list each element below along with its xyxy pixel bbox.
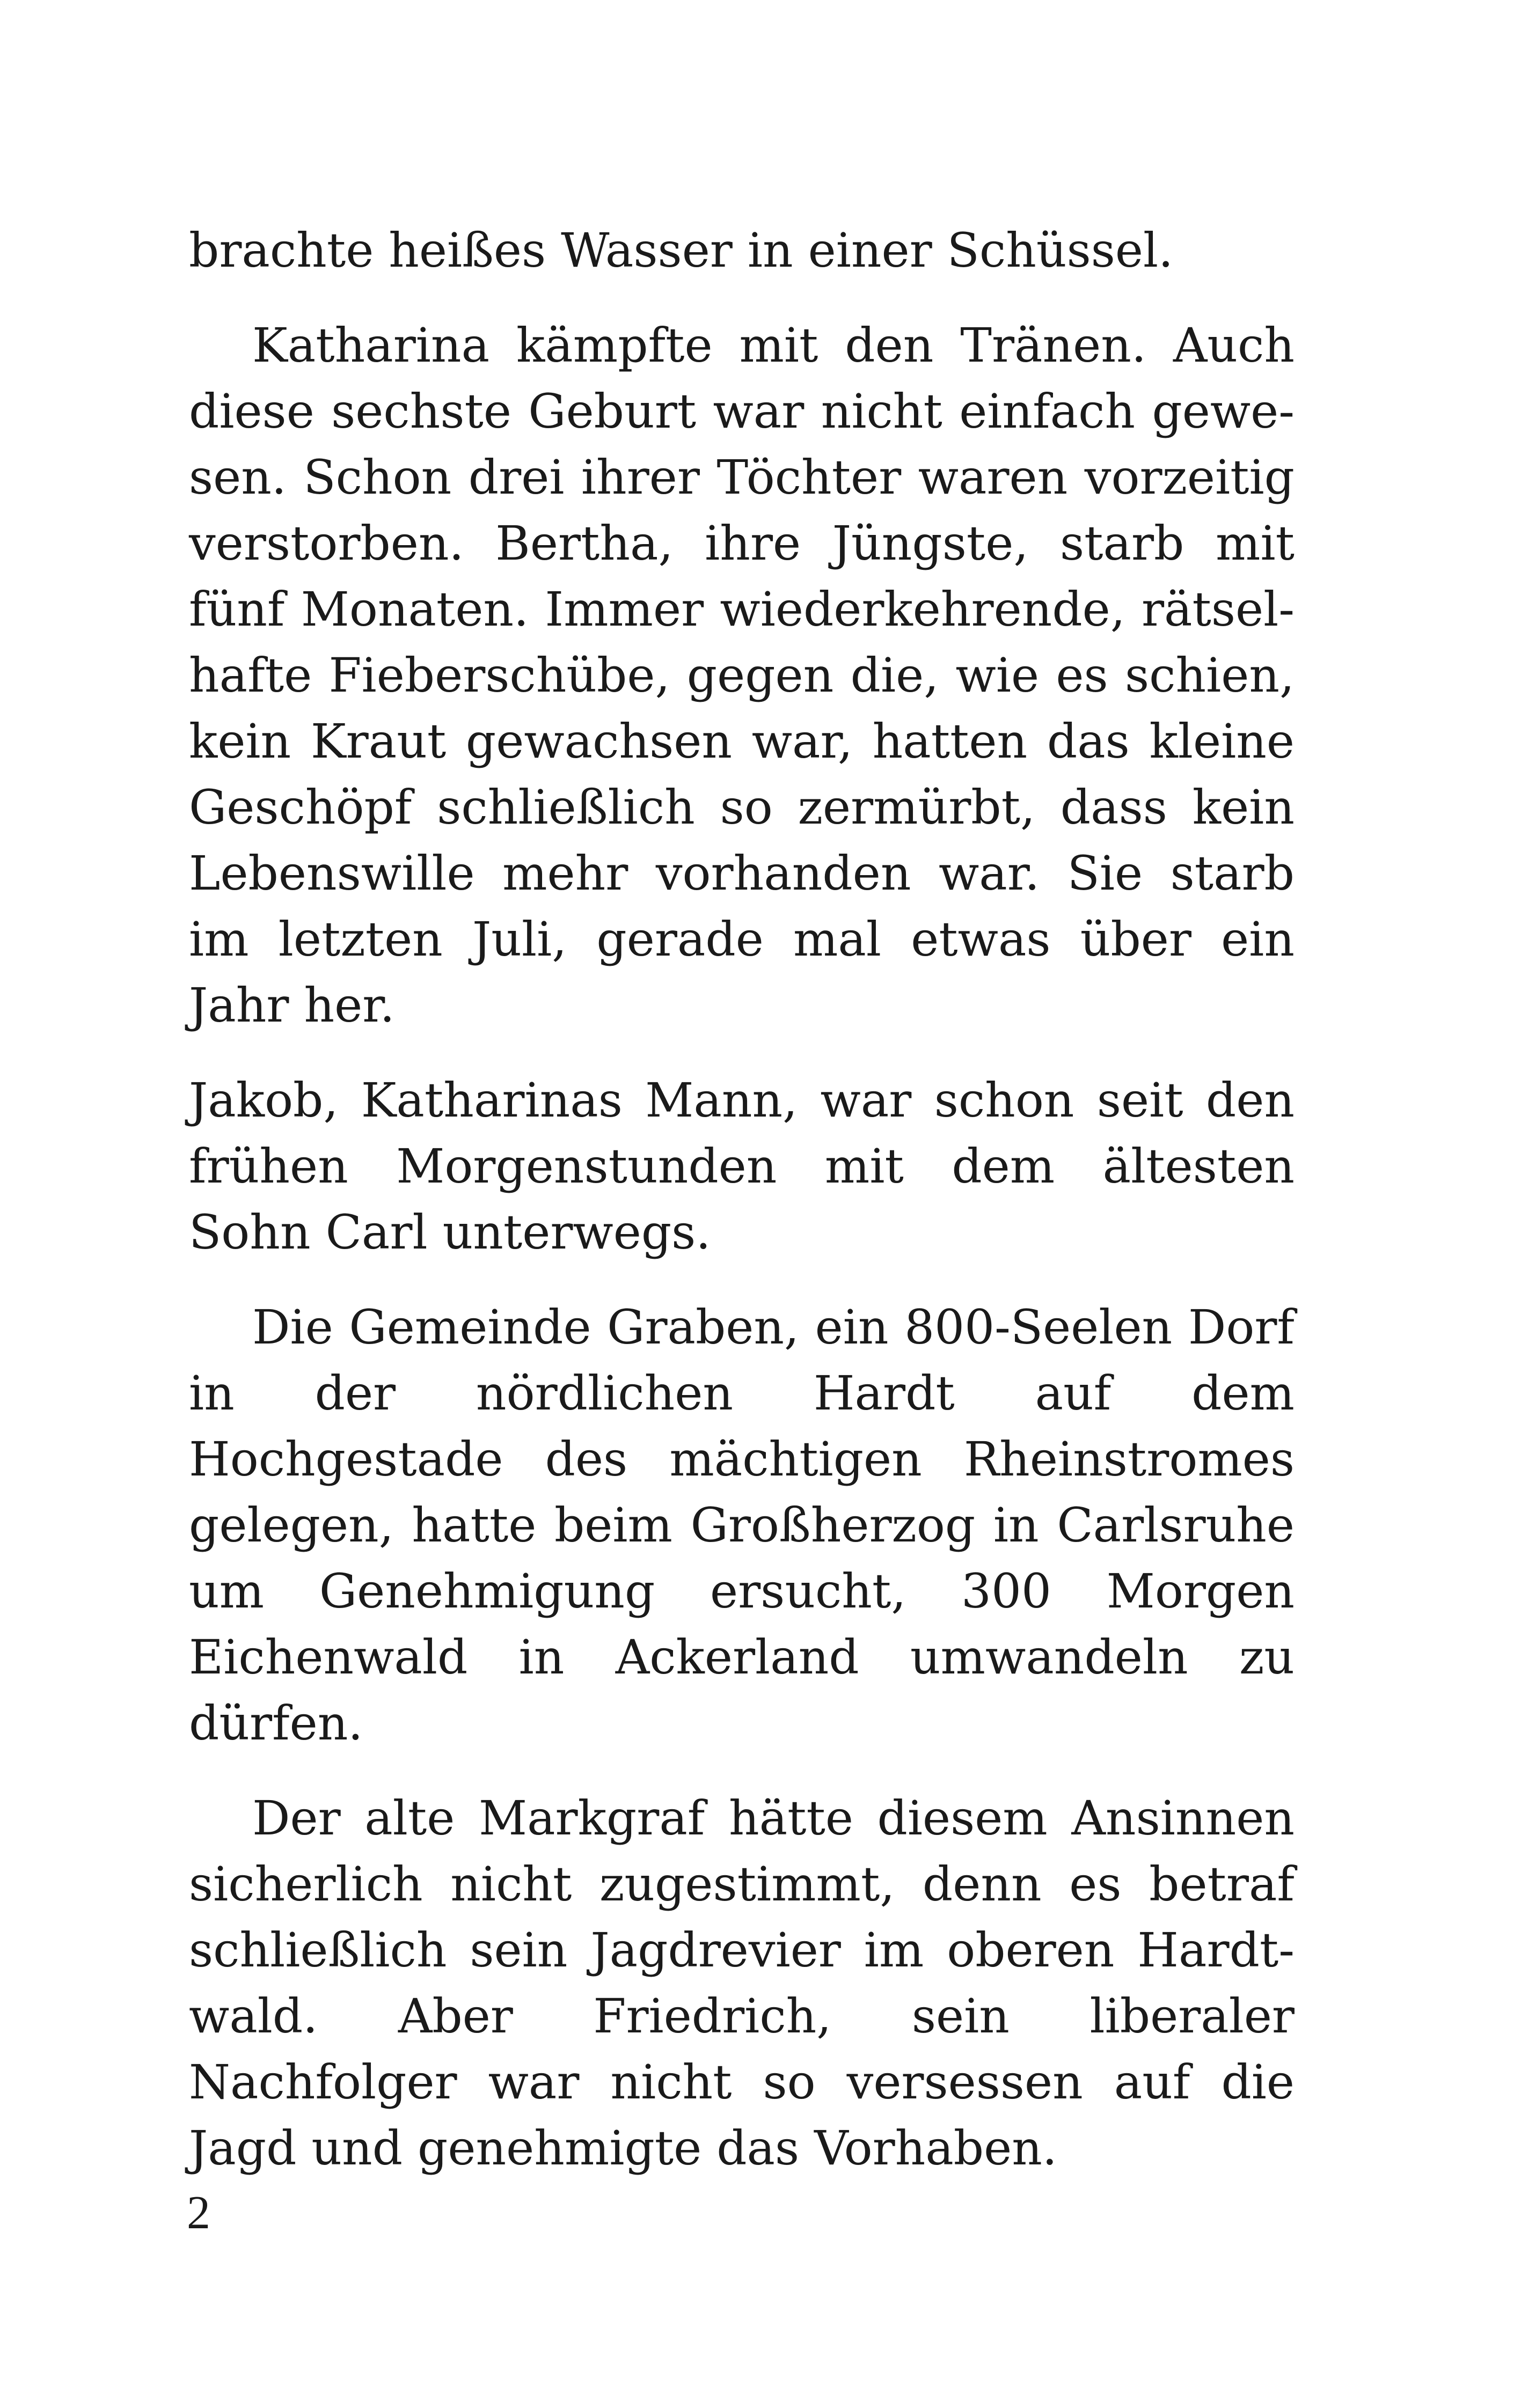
page-number: 2 bbox=[187, 2187, 210, 2239]
paragraph-5: Der alte Markgraf hätte diesem Ansinnen sicherlich nicht zugestimmt, denn es betraf schließlich sein Jagdrevier im oberen Hardtwald. Aber Friedrich, sein liberaler Nachfolger war nicht so versessen auf die Jagd und genehmigte das Vorhaben. bbox=[189, 1790, 1295, 2176]
body-text bbox=[189, 217, 1295, 2181]
paragraph-1: brachte heißes Wasser in einer Schüssel. bbox=[189, 223, 1174, 278]
paragraph-2: Katharina kämpfte mit den Tränen. Auch diese sechste Geburt war nicht einfach gewesen. Schon drei ihrer Töchter waren vorzeitig verstorben. Bertha, ihre Jüngste, starb mit fünf Monaten. Immer wiederkehrende, rätselhafte Fieberschübe, gegen die, wie es schien, kein Kraut gewachsen war, hatten das kleine Geschöpf schließlich so zermürbt, dass kein Lebenswille mehr vorhanden war. Sie starb im letzten Juli, gerade mal etwas über ein Jahr her. bbox=[189, 318, 1295, 1033]
paragraph-3: Jakob, Katharinas Mann, war schon seit den frühen Morgenstunden mit dem ältesten Sohn Carl unterwegs. bbox=[189, 1073, 1295, 1260]
paragraph-4: Die Gemeinde Graben, ein 800-Seelen Dorf in der nördlichen Hardt auf dem Hochgestade des mächtigen Rheinstromes gelegen, hatte beim Großherzog in Carlsruhe um Genehmigung ersucht, 300 Morgen Eichenwald in Ackerland umwandeln zu dürfen. bbox=[189, 1300, 1295, 1751]
